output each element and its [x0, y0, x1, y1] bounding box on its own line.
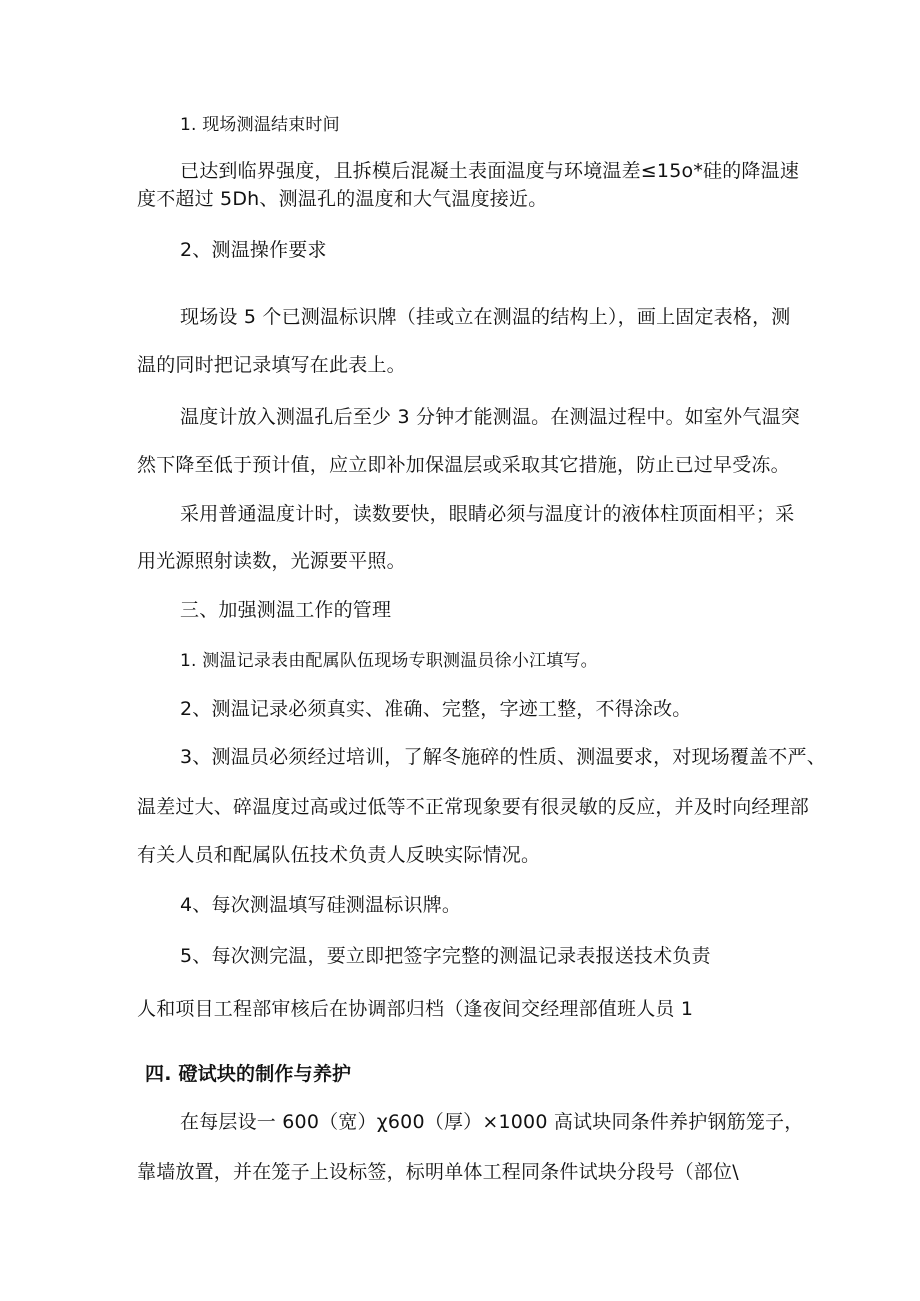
- list-item-3: 3、测温员必须经过培训，了解冬施碎的性质、测温要求，对现场覆盖不严、: [180, 746, 826, 768]
- section-heading-4: 四. 磴试块的制作与养护: [145, 1063, 352, 1085]
- paragraph-line: 有关人员和配属队伍技术负责人反映实际情况。: [137, 844, 541, 866]
- paragraph-line: 靠墙放置，并在笼子上设标签，标明单体工程同条件试块分段号（部位\: [137, 1161, 739, 1183]
- list-item-2: 2、测温记录必须真实、准确、完整，字迹工整，不得涂改。: [180, 698, 692, 720]
- paragraph-line: 现场设 5 个已测温标识牌（挂或立在测温的结构上），画上固定表格，测: [180, 306, 791, 328]
- section-heading-3: 三、加强测温工作的管理: [180, 599, 392, 621]
- list-item-1: 1. 测温记录表由配属队伍现场专职测温员徐小江填写。: [180, 651, 598, 671]
- paragraph-line: 用光源照射读数，光源要平照。: [137, 550, 406, 572]
- paragraph-line: 采用普通温度计时，读数要快，眼睛必须与温度计的液体柱顶面相平；采: [180, 503, 795, 525]
- paragraph-line: 在每层设一 600（宽）χ600（厚）×1000 高试块同条件养护钢筋笼子，: [180, 1111, 804, 1133]
- paragraph-line: 然下降至低于预计值，应立即补加保温层或采取其它措施，防止已过早受冻。: [137, 454, 790, 476]
- paragraph-line: 度不超过 5Dh、测温孔的温度和大气温度接近。: [137, 188, 548, 210]
- list-item-4: 4、每次测温填写硅测温标识牌。: [180, 894, 462, 916]
- paragraph-line: 人和项目工程部审核后在协调部归档（逢夜间交经理部值班人员 1: [137, 998, 694, 1020]
- list-item-5: 5、每次测完温，要立即把签字完整的测温记录表报送技术负责: [180, 945, 711, 967]
- paragraph-line: 已达到临界强度，且拆模后混凝土表面温度与环境温差≤15o*硅的降温速: [180, 160, 800, 182]
- paragraph-line: 温度计放入测温孔后至少 3 分钟才能测温。在测温过程中。如室外气温突: [180, 406, 800, 428]
- paragraph-line: 温的同时把记录填写在此表上。: [137, 354, 406, 376]
- subheading-2: 2、测温操作要求: [180, 239, 327, 261]
- paragraph-line: 温差过大、碎温度过高或过低等不正常现象要有很灵敏的反应，并及时向经理部: [137, 796, 810, 818]
- subheading-1: 1. 现场测温结束时间: [180, 115, 340, 135]
